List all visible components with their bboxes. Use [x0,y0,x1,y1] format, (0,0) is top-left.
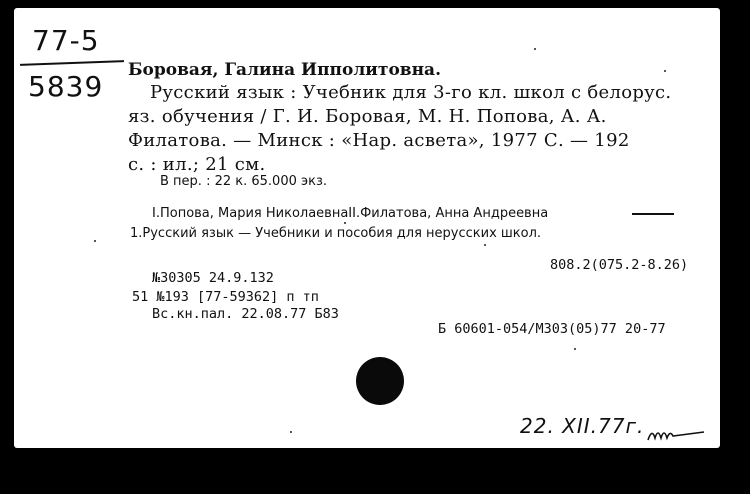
description-line-3: Филатова. — Минск : «Нар. асвета», 1977 С. — 192 [128,130,630,151]
punch-hole [356,357,404,405]
catalog-card [14,8,720,448]
handwritten-signature [646,422,706,446]
call-number-bottom: 5839 [28,70,104,103]
speck [664,70,666,72]
speck [534,48,536,50]
tracing-dash [632,213,674,215]
description-line-2: яз. обучения / Г. И. Боровая, М. Н. Попова, А. А. [128,106,607,127]
call-number-top: 77-5 [32,24,100,57]
author-heading: Боровая, Галина Ипполитовна. [128,60,441,80]
speck [290,431,292,433]
record-line-3: Вс.кн.пал. 22.08.77 Б83 [152,306,339,322]
record-line-1: №30305 24.9.132 [152,270,274,286]
handwritten-date: 22. XII.77г. [520,414,645,438]
speck [94,240,96,242]
price-line: В пер. : 22 к. 65.000 экз. [160,174,328,189]
speck [344,222,346,224]
speck [574,348,576,350]
order-code: Б 60601-054/М303(05)77 20-77 [438,321,666,337]
record-line-2: 51 №193 [77-59362] п тп [132,289,319,305]
call-number-divider [20,60,124,66]
speck [484,244,486,246]
tracing-subject: 1.Русский язык — Учебники и пособия для нерусских школ. [130,226,542,241]
classification-number: 808.2(075.2-8.26) [550,257,689,273]
tracing-added-entries: I.Попова, Мария НиколаевнаII.Филатова, Анна Андреевна [152,206,549,221]
description-line-4: с. : ил.; 21 см. [128,154,266,175]
description-line-1: Русский язык : Учебник для 3-го кл. школ с белорус. [150,82,672,103]
